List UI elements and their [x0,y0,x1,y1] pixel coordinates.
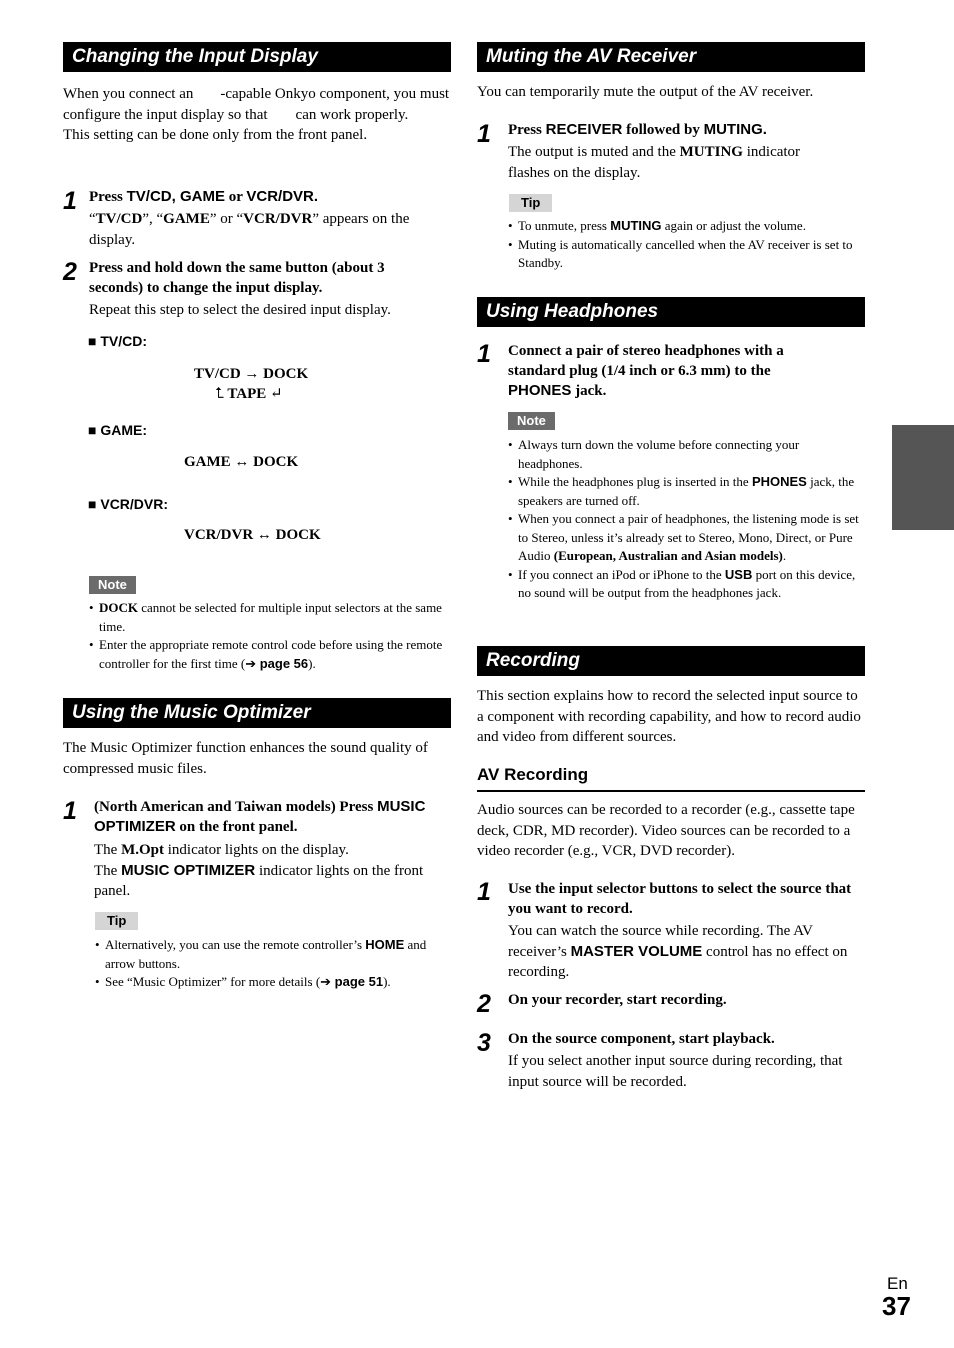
section-title-headphones: Using Headphones [477,297,865,327]
step-number: 2 [477,990,491,1018]
step-title: Press and hold down the same button (about 3 seconds) to change the input display. [89,260,385,296]
tvcd-label: ■ TV/CD: [88,333,148,349]
page-language: En [887,1274,908,1293]
arrow-icon: ➔ [245,655,257,671]
av-recording-intro: Audio sources can be recorded to a recorder (e.g., cassette tape deck, CDR, MD recorder). Video sources can be recorded to a video recorder (e.g., VCR, DVD recorder). [477,802,855,859]
step-title: Connect a pair of stereo headphones with a standard plug (1/4 inch or 6.3 mm) to the PHONES jack. [508,343,784,399]
step-body: The output is muted and the MUTING indicator flashes on the display. [508,144,801,181]
note-label: Note [508,412,555,430]
input-display-step-1 [89,187,451,250]
recording-step-1 [508,879,865,983]
list-item: • Muting is automatically cancelled when the AV receiver is set to Standby. [508,236,865,273]
section-title-input-display: Changing the Input Display [63,42,451,72]
side-tab-marker [892,425,954,530]
tip-label: Tip [95,912,138,930]
step-body: Repeat this step to select the desired input display. [89,302,391,318]
recording-step-3 [508,1029,865,1092]
music-optimizer-step-1 [94,797,434,902]
list-item: • When you connect a pair of headphones, the listening mode is set to Stereo, unless it’s already set to Stereo, Mono, Direct, or Pure Audio (European, Australian and Asian models). [508,510,865,566]
recording-step-2: On your recorder, start recording. [508,992,727,1008]
headphones-notes [508,436,865,603]
game-label: ■ GAME: [88,422,148,438]
step-number: 1 [63,187,77,215]
list-item: • To unmute, press MUTING again or adjust the volume. [508,217,865,236]
tvcd-cycle-line-2: ⮤ TAPE ↵ [215,386,283,402]
tip-label: Tip [509,194,552,212]
step-title: Press TV/CD, GAME or VCR/DVR. [89,188,319,205]
game-cycle-line: GAME ↔ DOCK [184,454,299,470]
list-item: • Enter the appropriate remote control code before using the remote controller for the first time (➔ page 56). [89,636,451,673]
step-body: “TV/CD”, “GAME” or “VCR/DVR” appears on the display. [89,211,410,248]
recording-intro: This section explains how to record the selected input source to a component with recording capability, and how to record audio and video from different sources. [477,688,861,745]
step-body: The M.Opt indicator lights on the display. The MUSIC OPTIMIZER indicator lights on the front panel. [94,842,424,899]
section-title-music-optimizer: Using the Music Optimizer [63,698,451,728]
arrow-icon: ➔ [320,974,332,989]
music-optimizer-tips [95,936,451,992]
tvcd-cycle-line-1: TV/CD → DOCK [194,366,309,382]
headphones-step-1 [508,341,828,401]
input-display-step-2 [89,258,429,321]
step-title: Press RECEIVER followed by MUTING. [508,121,767,138]
step-body: If you select another input source during recording, that input source will be recorded. [508,1053,843,1090]
step-number: 1 [477,120,491,148]
step-body: You can watch the source while recording. The AV receiver’s MASTER VOLUME control has no effect on recording. [508,923,848,980]
step-number: 1 [63,797,77,825]
list-item: • Always turn down the volume before connecting your headphones. [508,436,865,473]
section-title-recording: Recording [477,646,865,676]
list-item: • While the headphones plug is inserted in the PHONES jack, the speakers are turned off. [508,473,865,510]
vcr-cycle-line: VCR/DVR ↔ DOCK [184,527,321,543]
page-number: 37 [882,1291,911,1321]
step-title: Use the input selector buttons to select the source that you want to record. [508,881,852,917]
step-number: 3 [477,1029,491,1057]
list-item: • Alternatively, you can use the remote controller’s HOME and arrow buttons. [95,936,451,973]
step-title: (North American and Taiwan models) Press MUSIC OPTIMIZER on the front panel. [94,798,426,835]
return-arrow-icon: ⮤ [215,386,224,402]
step-number: 2 [63,258,77,286]
input-display-intro: When you connect an -capable Onkyo component, you must configure the input display so that can work properly. This setting can be done only from the front panel. [63,86,450,143]
muting-tips [508,217,865,273]
music-optimizer-intro: The Music Optimizer function enhances the sound quality of compressed music files. [63,740,428,777]
return-arrow-icon: ↵ [270,386,283,402]
step-number: 1 [477,878,491,906]
step-title: On the source component, start playback. [508,1031,775,1047]
section-title-muting: Muting the AV Receiver [477,42,865,72]
vcr-label: ■ VCR/DVR: [88,496,169,512]
muting-intro: You can temporarily mute the output of the AV receiver. [477,84,814,100]
list-item: • See “Music Optimizer” for more details (➔ page 51). [95,973,451,992]
step-number: 1 [477,340,491,368]
note-label: Note [89,576,136,594]
muting-step-1 [508,120,865,183]
list-item: • If you connect an iPod or iPhone to the USB port on this device, no sound will be output from the headphones jack. [508,566,865,603]
list-item: • DOCK cannot be selected for multiple input selectors at the same time. [89,599,451,636]
av-recording-heading: AV Recording [477,765,865,792]
input-display-notes [89,599,451,673]
